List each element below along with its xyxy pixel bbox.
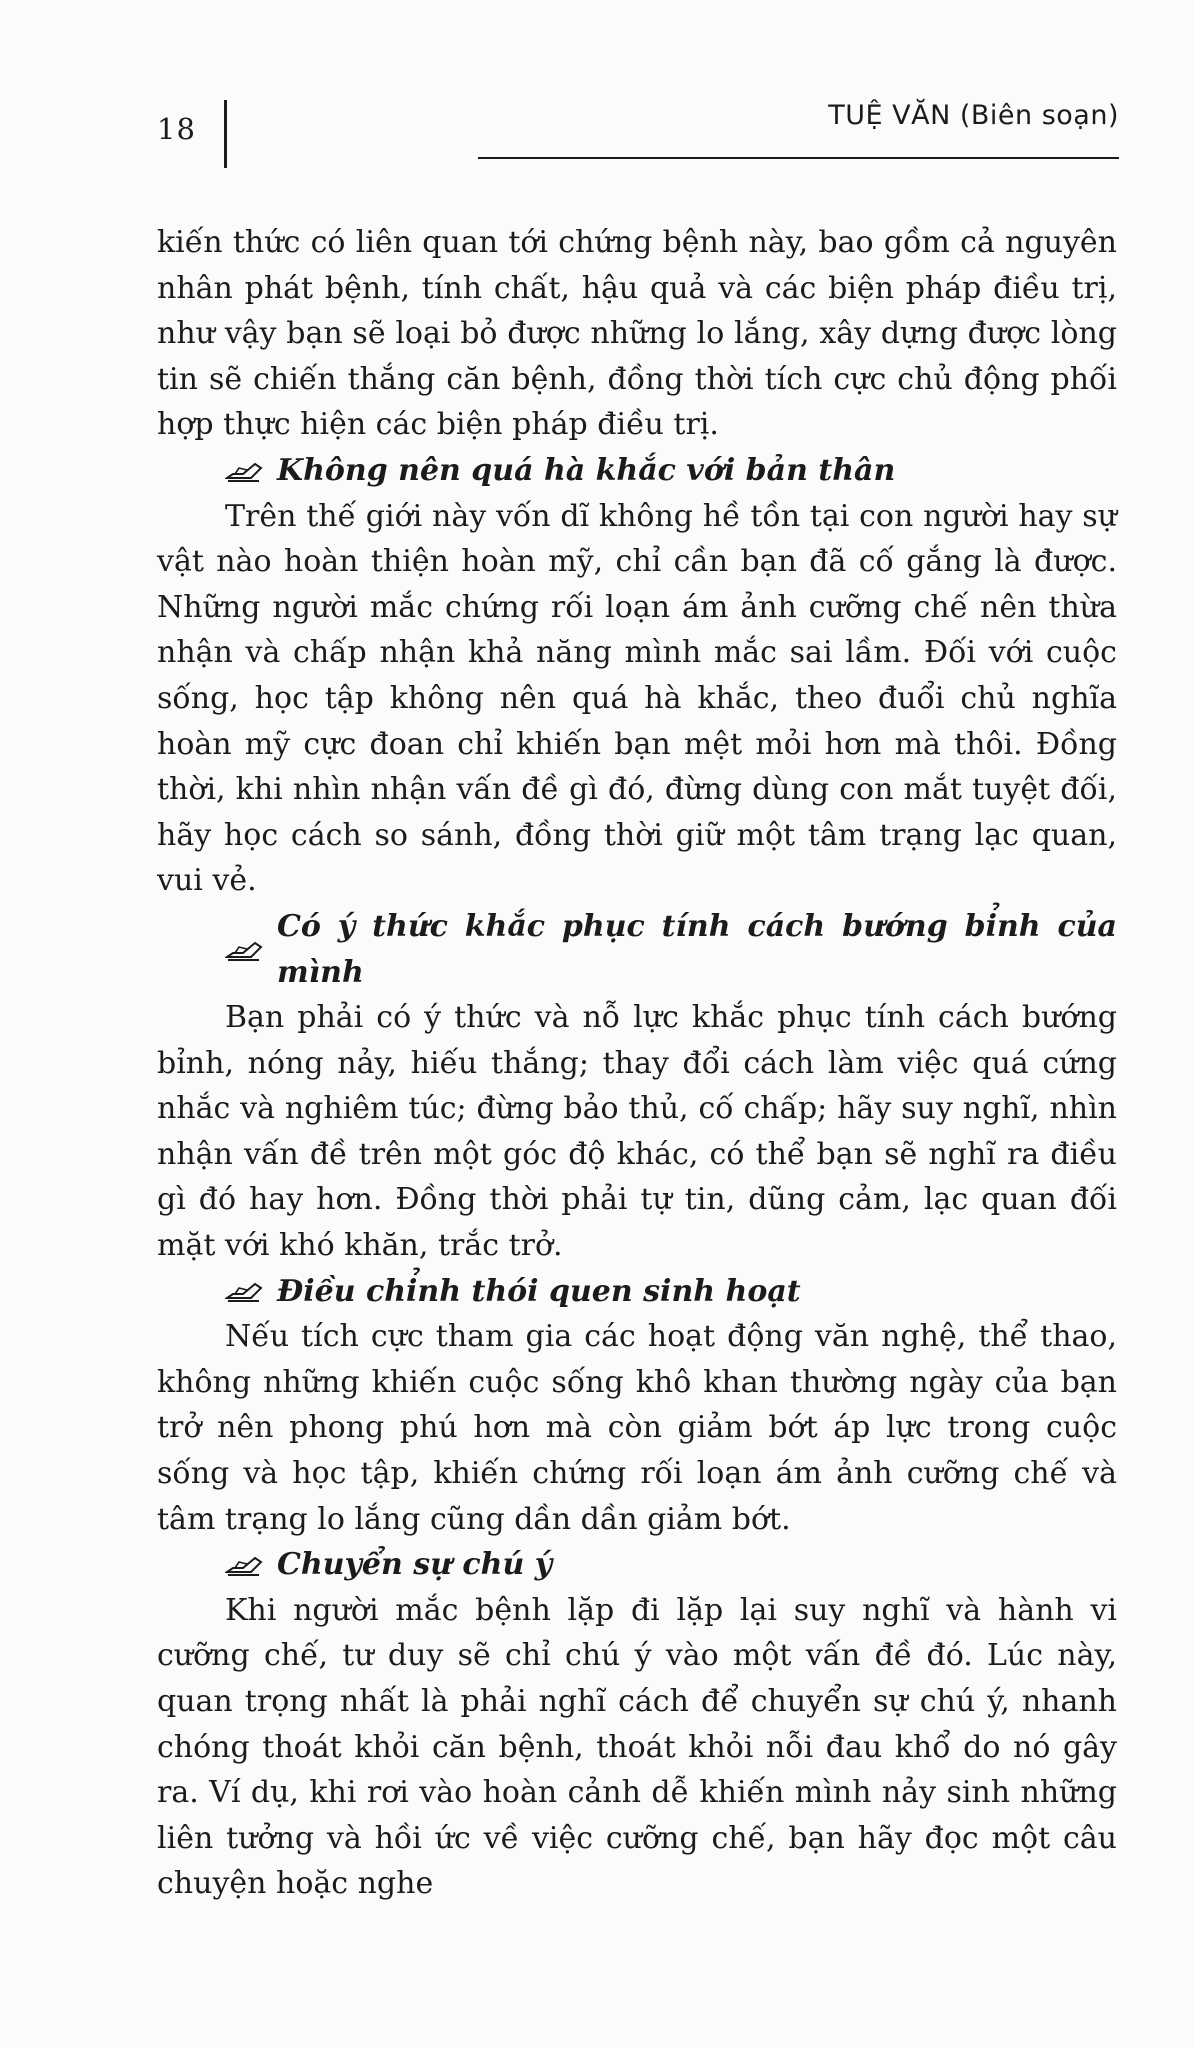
section-heading-text: Không nên quá hà khắc với bản thân xyxy=(277,452,896,488)
section-heading xyxy=(157,904,1117,995)
writing-hand-icon xyxy=(225,1278,265,1304)
running-head: TUỆ VĂN (Biên soạn) xyxy=(828,100,1119,131)
body-text xyxy=(157,220,1117,1907)
section-heading-text: Có ý thức khắc phục tính cách bướng bỉnh của mình xyxy=(277,908,1117,990)
section-heading xyxy=(157,448,1117,494)
section-paragraph: Bạn phải có ý thức và nỗ lực khắc phục tính cách bướng bỉnh, nóng nảy, hiếu thắng; thay đổi cách làm việc quá cứng nhắc và nghiêm túc; đừng bảo thủ, cố chấp; hãy suy nghĩ, nhìn nhận vấn đề trên một góc độ khác, có thể bạn sẽ nghĩ ra điều gì đó hay hơn. Đồng thời phải tự tin, dũng cảm, lạc quan đối mặt với khó khăn, trắc trở. xyxy=(157,1000,1117,1264)
section-paragraph: Trên thế giới này vốn dĩ không hề tồn tại con người hay sự vật nào hoàn thiện hoàn mỹ, chỉ cần bạn đã cố gắng là được. Những người mắc chứng rối loạn ám ảnh cưỡng chế nên thừa nhận và chấp nhận khả năng mình mắc sai lầm. Đối với cuộc sống, học tập không nên quá hà khắc, theo đuổi chủ nghĩa hoàn mỹ cực đoan chỉ khiến bạn mệt mỏi hơn mà thôi. Đồng thời, khi nhìn nhận vấn đề gì đó, đừng dùng con mắt tuyệt đối, hãy học cách so sánh, đồng thời giữ một tâm trạng lạc quan, vui vẻ. xyxy=(157,498,1117,899)
section-heading xyxy=(157,1542,1117,1588)
writing-hand-icon xyxy=(225,937,265,963)
writing-hand-icon xyxy=(225,458,265,484)
header-rule xyxy=(478,157,1119,159)
section-heading-text: Điều chỉnh thói quen sinh hoạt xyxy=(277,1273,801,1309)
section-heading-text: Chuyển sự chú ý xyxy=(277,1547,553,1583)
page-number: 18 xyxy=(157,112,196,146)
writing-hand-icon xyxy=(225,1552,265,1578)
header-divider-vertical xyxy=(224,100,227,168)
intro-paragraph: kiến thức có liên quan tới chứng bệnh này, bao gồm cả nguyên nhân phát bệnh, tính chất, hậu quả và các biện pháp điều trị, như vậy bạn sẽ loại bỏ được những lo lắng, xây dựng được lòng tin sẽ chiến thắng căn bệnh, đồng thời tích cực chủ động phối hợp thực hiện các biện pháp điều trị. xyxy=(157,225,1117,443)
section-paragraph: Khi người mắc bệnh lặp đi lặp lại suy nghĩ và hành vi cưỡng chế, tư duy sẽ chỉ chú ý vào một vấn đề đó. Lúc này, quan trọng nhất là phải nghĩ cách để chuyển sự chú ý, nhanh chóng thoát khỏi căn bệnh, thoát khỏi nỗi đau khổ do nó gây ra. Ví dụ, khi rơi vào hoàn cảnh dễ khiến mình nảy sinh những liên tưởng và hồi ức về việc cưỡng chế, bạn hãy đọc một câu chuyện hoặc nghe xyxy=(157,1592,1117,1902)
section-heading xyxy=(157,1269,1117,1315)
section-paragraph: Nếu tích cực tham gia các hoạt động văn nghệ, thể thao, không những khiến cuộc sống khô khan thường ngày của bạn trở nên phong phú hơn mà còn giảm bớt áp lực trong cuộc sống và học tập, khiến chứng rối loạn ám ảnh cưỡng chế và tâm trạng lo lắng cũng dần dần giảm bớt. xyxy=(157,1319,1117,1537)
